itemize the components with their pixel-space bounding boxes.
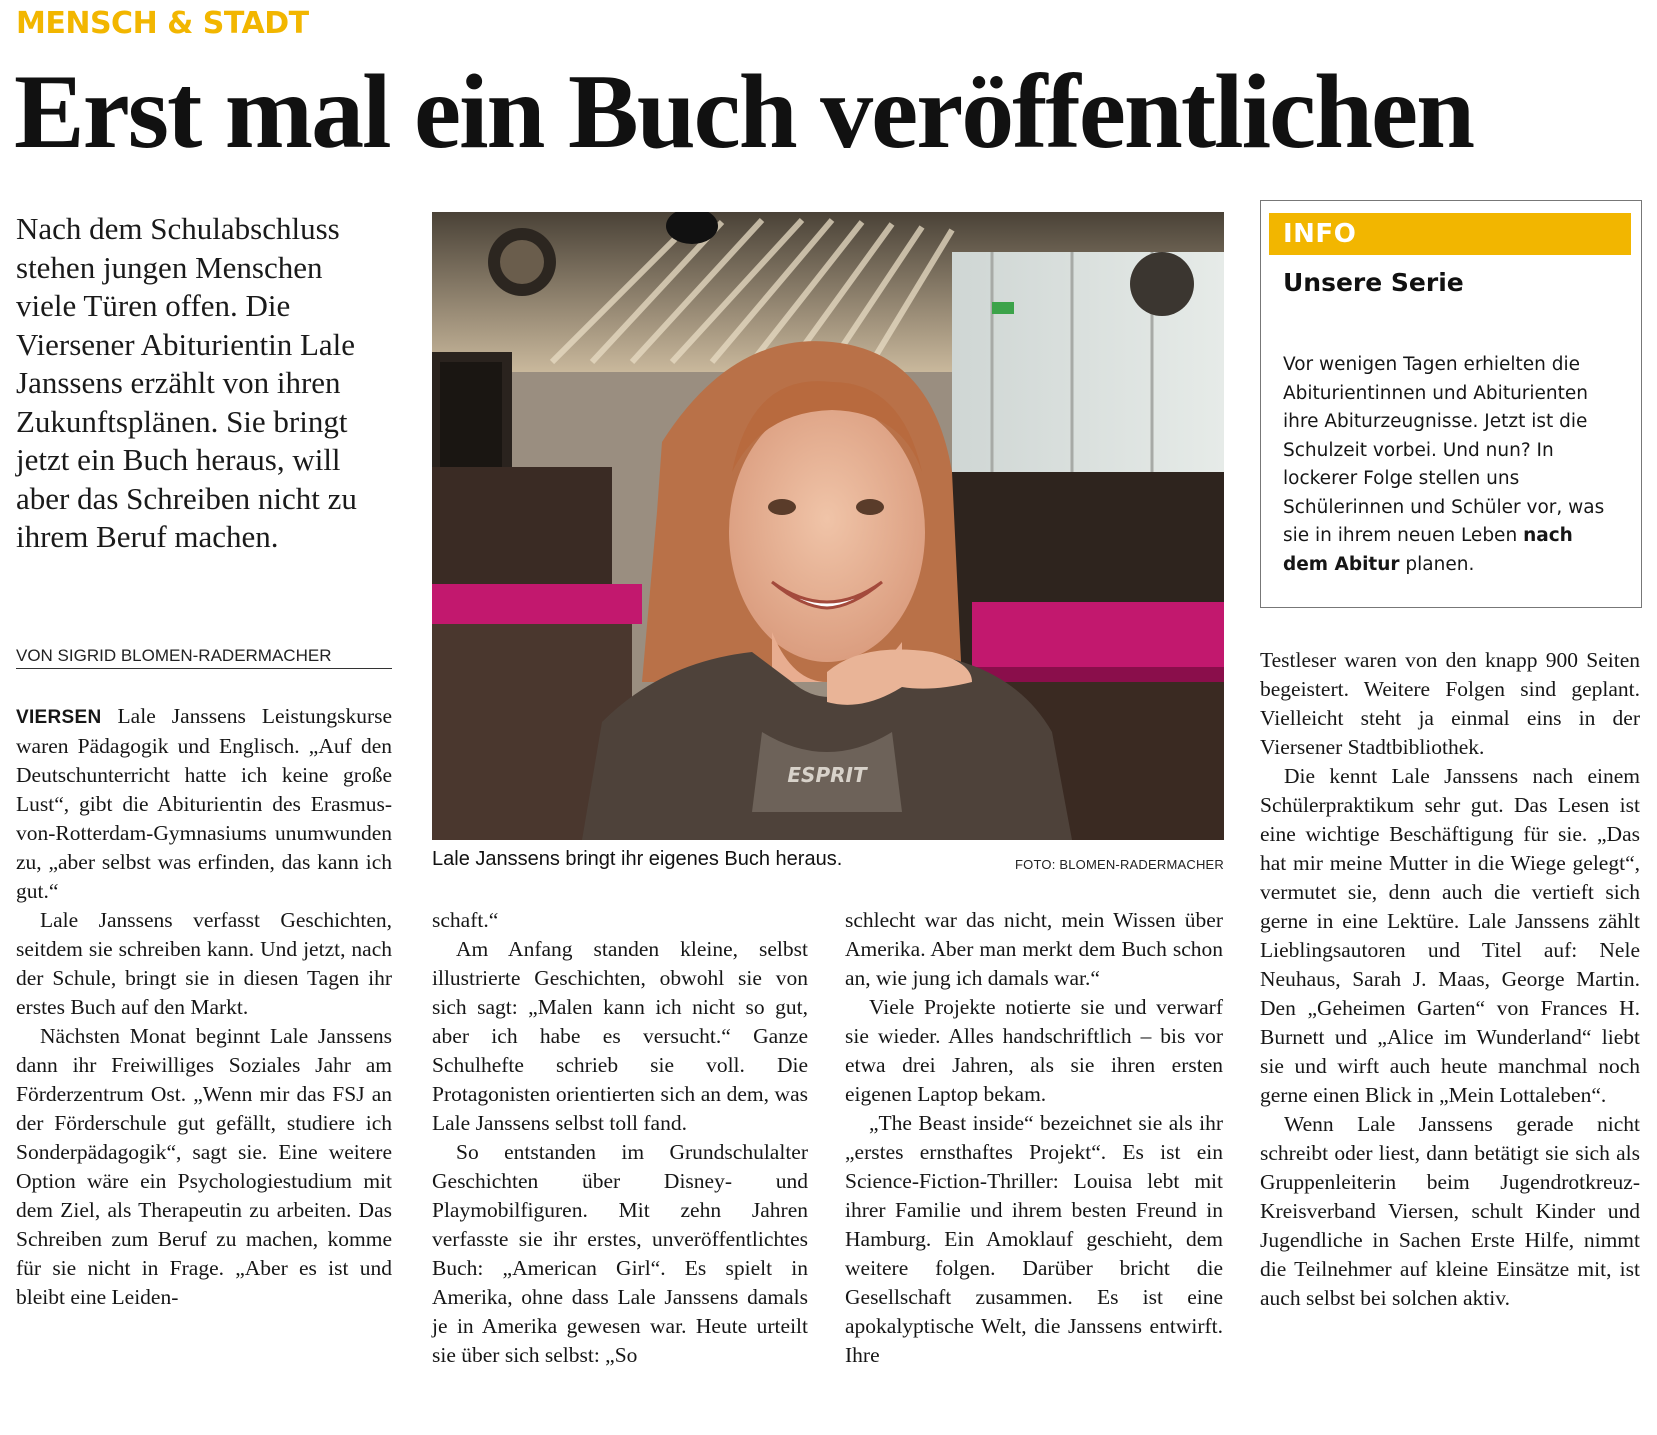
info-title: Unsere Serie [1283, 268, 1464, 297]
paragraph: schaft.“ [432, 908, 499, 932]
photo-credit: FOTO: BLOMEN-RADERMACHER [1015, 857, 1224, 872]
photo-illustration [432, 212, 1224, 840]
info-label: INFO [1269, 213, 1631, 255]
paragraph: Testleser waren von den knapp 900 Seiten begeistert. Weitere Folgen sind geplant. Vielleicht steht ja einmal eins in der Viersener Stadtbibliothek. [1260, 648, 1640, 759]
info-text-bold: nach dem Abitur [1283, 525, 1573, 575]
article-teaser: Nach dem Schulabschluss stehen jungen Menschen viele Türen offen. Die Viersener Abiturientin Lale Janssens erzählt von ihren Zukunftsplänen. Sie bringt jetzt ein Buch heraus, will aber das Schreiben nicht zu ihrem Beruf machen. [16, 211, 357, 554]
info-text-start: Vor wenigen Tagen erhielten die Abiturientinnen und Abiturienten ihre Abiturzeugnisse. Jetzt ist die Schulzeit vorbei. Und nun? In lockerer Folge stellen uns Schülerinnen und Schüler vor, was sie in ihrem neuen Leben [1283, 354, 1605, 546]
section-rubric: MENSCH & STADT [16, 6, 309, 41]
info-text-end: planen. [1399, 553, 1475, 575]
paragraph-text: Lale Janssens Leistungskurse waren Pädagogik und Englisch. „Auf den Deutschunterricht hatte ich keine große Lust“, gibt die Abiturientin des Erasmus-von-Rotterdam-Gymnasiums unumwunden zu, „aber selbst was erfinden, das kann ich gut.“ [16, 704, 393, 903]
info-box [1260, 200, 1642, 608]
article-column-2 [432, 906, 808, 1370]
paragraph: „The Beast inside“ bezeichnet sie als ihr „erstes ernsthaftes Projekt“. Es ist ein Science-Fiction-Thriller: Louisa lebt mit ihrer Familie und ihrem besten Freund in Hamburg. Ein Amoklauf geschieht, dem weitere folgen. Darüber bricht die Gesellschaft zusammen. Es ist eine apokalyptische Welt, die Janssens entwirft. Ihre [845, 1111, 1223, 1367]
article-headline: Erst mal ein Buch veröffentlichen [14, 53, 1474, 170]
paragraph: Die kennt Lale Janssens nach einem Schülerpraktikum sehr gut. Das Lesen ist eine wichtige Beschäftigung für sie. „Das hat mir meine Mutter in die Wiege gelegt“, vermutet sie, denn auch die vertieft sich gerne in eine Lektüre. Lale Janssens zählt Lieblingsautoren und Titel auf: Nele Neuhaus, Sarah J. Maas, George Martin. Den „Geheimen Garten“ von Frances H. Burnett und „Alice im Wunderland“ liebt sie und wirft auch heute manchmal noch gerne einen Blick in „Mein Lottaleben“. [1260, 764, 1640, 1107]
info-text [1283, 351, 1623, 579]
article-photo [432, 212, 1224, 840]
paragraph: Wenn Lale Janssens gerade nicht schreibt oder liest, dann betätigt sie sich als Gruppenleiterin beim Jugendrotkreuz-Kreisverband Viersen, schult Kinder und Jugendliche in Sachen Erste Hilfe, nimmt die Teilnehmer auf kleine Einsätze mit, ist auch selbst bei solchen aktiv. [1260, 1112, 1640, 1310]
article-column-1 [16, 702, 392, 1312]
article-byline: VON SIGRID BLOMEN-RADERMACHER [16, 646, 392, 669]
paragraph: Lale Janssens verfasst Geschichten, seitdem sie schreiben kann. Und jetzt, nach der Schule, bringt sie in diesen Tagen ihr erstes Buch auf den Markt. [16, 908, 392, 1019]
paragraph: Nächsten Monat beginnt Lale Janssens dann ihr Freiwilliges Soziales Jahr am Förderzentrum Ost. „Wenn mir das FSJ an der Förderschule gut gefällt, studiere ich Sonderpädagogik“, sagt sie. Eine weitere Option wäre ein Psychologiestudium mit dem Ziel, als Therapeutin zu arbeiten. Das Schreiben zum Beruf zu machen, komme für sie nicht in Frage. „Aber es ist und bleibt eine Leiden- [16, 1024, 392, 1309]
paragraph [16, 702, 392, 906]
shirt-print-text: ESPRIT [787, 763, 867, 787]
article-column-3 [845, 906, 1223, 1370]
paragraph: schlecht war das nicht, mein Wissen über Amerika. Aber man merkt dem Buch schon an, wie jung ich damals war.“ [845, 908, 1223, 990]
paragraph: Am Anfang standen kleine, selbst illustrierte Geschichten, obwohl sie von sich sagt: „Malen kann ich nicht so gut, aber ich habe es versucht.“ Ganze Schulhefte schrieb sie voll. Die Protagonisten orientierten sich an dem, was Lale Janssens selbst toll fand. [432, 937, 808, 1135]
paragraph: Viele Projekte notierte sie und verwarf sie wieder. Alles handschriftlich – bis vor etwa drei Jahren, als sie ihren ersten eigenen Laptop bekam. [845, 995, 1223, 1106]
dateline: VIERSEN [16, 707, 102, 728]
photo-caption: Lale Janssens bringt ihr eigenes Buch heraus. [432, 848, 843, 870]
article-column-4 [1260, 646, 1640, 1313]
paragraph: So entstanden im Grundschulalter Geschichten über Disney- und Playmobilfiguren. Mit zehn Jahren verfasste sie ihr erstes, unveröffentlichtes Buch: „American Girl“. Es spielt in Amerika, ohne dass Lale Janssens damals je in Amerika gewesen war. Heute urteilt sie über sich selbst: „So [432, 1140, 808, 1367]
